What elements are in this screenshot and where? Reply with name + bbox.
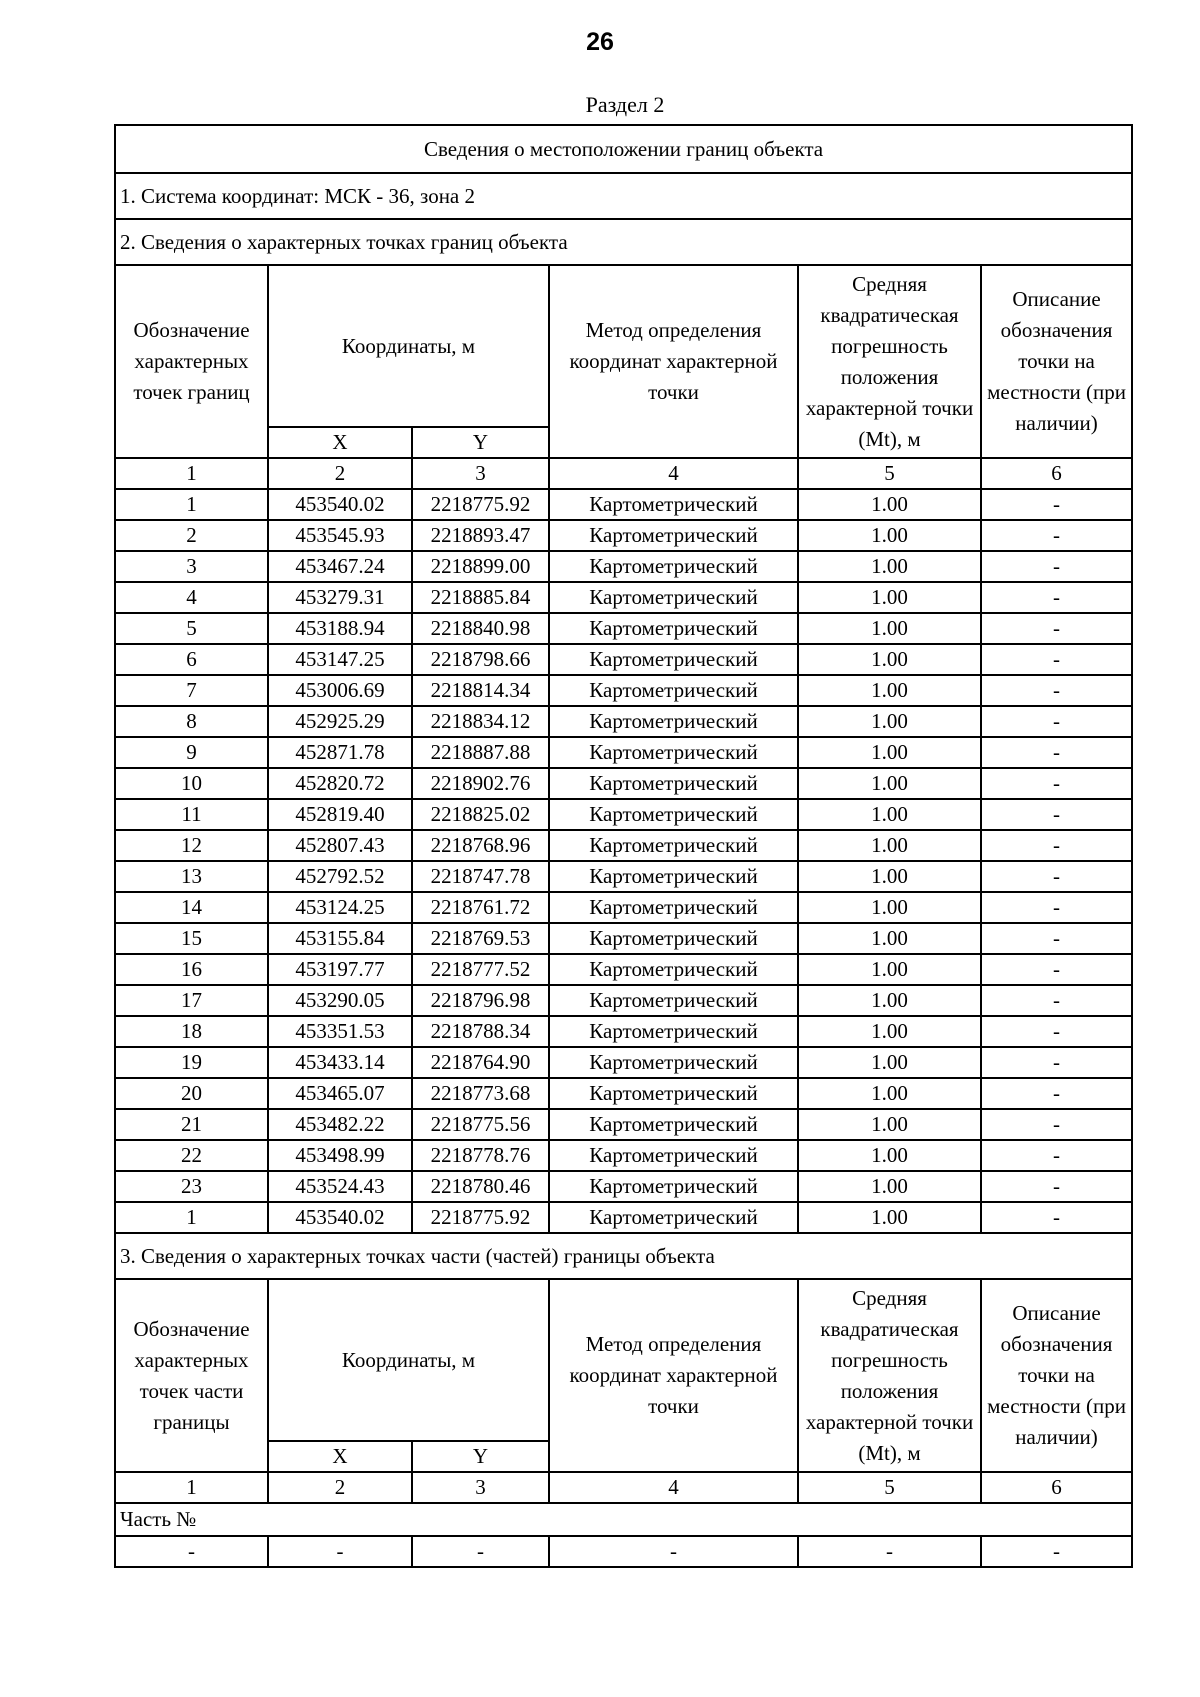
block2-title: 2. Сведения о характерных точках границ объекта	[115, 219, 1132, 265]
point-number: 5	[115, 613, 268, 644]
coord-x: 453465.07	[268, 1078, 412, 1109]
header-error: Средняя квадратическая погрешность положения характерной точки (Mt), м	[798, 265, 981, 458]
column-numbers-row-part	[115, 1472, 1132, 1503]
error-value: 1.00	[798, 923, 981, 954]
point-number: 16	[115, 954, 268, 985]
description-value: -	[981, 551, 1132, 582]
table-row	[115, 923, 1132, 954]
description-value: -	[981, 1016, 1132, 1047]
error-value: 1.00	[798, 1171, 981, 1202]
table-row	[115, 768, 1132, 799]
coord-x: 453540.02	[268, 489, 412, 520]
header-point-designation: Обозначение характерных точек границ	[115, 265, 268, 458]
method-value: Картометрический	[549, 1202, 798, 1233]
description-value: -	[981, 1171, 1132, 1202]
error-value: 1.00	[798, 706, 981, 737]
header-y-part: Y	[412, 1441, 549, 1472]
coordinate-system: 1. Система координат: МСК - 36, зона 2	[115, 173, 1132, 219]
method-value: Картометрический	[549, 923, 798, 954]
coord-y: 2218775.92	[412, 1202, 549, 1233]
error-value: 1.00	[798, 768, 981, 799]
coord-x: 453433.14	[268, 1047, 412, 1078]
header-error-part: Средняя квадратическая погрешность положения характерной точки (Mt), м	[798, 1279, 981, 1472]
description-value: -	[981, 520, 1132, 551]
description-value: -	[981, 737, 1132, 768]
coord-y: 2218840.98	[412, 613, 549, 644]
method-value: Картометрический	[549, 861, 798, 892]
method-value: Картометрический	[549, 489, 798, 520]
error-value: 1.00	[798, 582, 981, 613]
header-coordinates-part: Координаты, м	[268, 1279, 549, 1441]
coord-x: 453540.02	[268, 1202, 412, 1233]
table-title: Сведения о местоположении границ объекта	[115, 125, 1132, 173]
error-value: 1.00	[798, 954, 981, 985]
empty-cell: -	[412, 1536, 549, 1567]
coord-y: 2218775.56	[412, 1109, 549, 1140]
error-value: 1.00	[798, 1109, 981, 1140]
coord-x: 453006.69	[268, 675, 412, 706]
empty-cell: -	[981, 1536, 1132, 1567]
description-value: -	[981, 861, 1132, 892]
point-number: 15	[115, 923, 268, 954]
coord-x: 453351.53	[268, 1016, 412, 1047]
table-row	[115, 1171, 1132, 1202]
part-label: Часть №	[115, 1503, 1132, 1536]
table-row	[115, 551, 1132, 582]
coord-y: 2218761.72	[412, 892, 549, 923]
coord-y: 2218775.92	[412, 489, 549, 520]
method-value: Картометрический	[549, 613, 798, 644]
column-number: 4	[549, 1472, 798, 1503]
table-row	[115, 644, 1132, 675]
empty-cell: -	[798, 1536, 981, 1567]
error-value: 1.00	[798, 737, 981, 768]
table-row	[115, 613, 1132, 644]
table-row	[115, 1109, 1132, 1140]
description-value: -	[981, 1047, 1132, 1078]
point-number: 20	[115, 1078, 268, 1109]
coord-y: 2218796.98	[412, 985, 549, 1016]
column-number: 3	[412, 1472, 549, 1503]
point-number: 23	[115, 1171, 268, 1202]
coord-y: 2218885.84	[412, 582, 549, 613]
method-value: Картометрический	[549, 985, 798, 1016]
method-value: Картометрический	[549, 551, 798, 582]
error-value: 1.00	[798, 985, 981, 1016]
description-value: -	[981, 954, 1132, 985]
coord-x: 452807.43	[268, 830, 412, 861]
point-number: 13	[115, 861, 268, 892]
description-value: -	[981, 923, 1132, 954]
block3-title: 3. Сведения о характерных точках части (частей) границы объекта	[115, 1233, 1132, 1279]
coord-x: 453124.25	[268, 892, 412, 923]
table-row	[115, 675, 1132, 706]
coord-x: 453147.25	[268, 644, 412, 675]
column-number: 2	[268, 1472, 412, 1503]
column-number: 1	[115, 458, 268, 489]
error-value: 1.00	[798, 1140, 981, 1171]
coord-x: 453498.99	[268, 1140, 412, 1171]
coord-y: 2218893.47	[412, 520, 549, 551]
column-numbers-row	[115, 458, 1132, 489]
point-number: 11	[115, 799, 268, 830]
error-value: 1.00	[798, 520, 981, 551]
point-number: 4	[115, 582, 268, 613]
header-coordinates: Координаты, м	[268, 265, 549, 427]
header-x: X	[268, 427, 412, 458]
column-number: 3	[412, 458, 549, 489]
coord-x: 453482.22	[268, 1109, 412, 1140]
table-row	[115, 1047, 1132, 1078]
point-number: 2	[115, 520, 268, 551]
coord-x: 452820.72	[268, 768, 412, 799]
method-value: Картометрический	[549, 520, 798, 551]
table-row	[115, 985, 1132, 1016]
empty-cell: -	[115, 1536, 268, 1567]
table-row	[115, 706, 1132, 737]
section-label: Раздел 2	[585, 92, 665, 117]
method-value: Картометрический	[549, 1171, 798, 1202]
table-row	[115, 799, 1132, 830]
coord-y: 2218764.90	[412, 1047, 549, 1078]
method-value: Картометрический	[549, 675, 798, 706]
coord-x: 452792.52	[268, 861, 412, 892]
method-value: Картометрический	[549, 768, 798, 799]
coord-x: 453188.94	[268, 613, 412, 644]
table-row	[115, 1016, 1132, 1047]
coord-y: 2218834.12	[412, 706, 549, 737]
error-value: 1.00	[798, 644, 981, 675]
column-number: 2	[268, 458, 412, 489]
error-value: 1.00	[798, 613, 981, 644]
column-number: 5	[798, 1472, 981, 1503]
coord-x: 453545.93	[268, 520, 412, 551]
part-empty-row	[115, 1536, 1132, 1567]
error-value: 1.00	[798, 675, 981, 706]
point-number: 21	[115, 1109, 268, 1140]
column-number: 4	[549, 458, 798, 489]
description-value: -	[981, 985, 1132, 1016]
error-value: 1.00	[798, 1078, 981, 1109]
coord-x: 453524.43	[268, 1171, 412, 1202]
header-method: Метод определения координат характерной точки	[549, 265, 798, 458]
header-y: Y	[412, 427, 549, 458]
description-value: -	[981, 768, 1132, 799]
coord-y: 2218777.52	[412, 954, 549, 985]
point-number: 18	[115, 1016, 268, 1047]
method-value: Картометрический	[549, 892, 798, 923]
table-row	[115, 737, 1132, 768]
header-description: Описание обозначения точки на местности (при наличии)	[981, 265, 1132, 458]
header-x-part: X	[268, 1441, 412, 1472]
empty-cell: -	[549, 1536, 798, 1567]
coord-y: 2218778.76	[412, 1140, 549, 1171]
point-number: 7	[115, 675, 268, 706]
method-value: Картометрический	[549, 1109, 798, 1140]
coord-x: 452819.40	[268, 799, 412, 830]
coord-x: 452925.29	[268, 706, 412, 737]
description-value: -	[981, 892, 1132, 923]
header-part-point-designation: Обозначение характерных точек части границы	[115, 1279, 268, 1472]
column-number: 1	[115, 1472, 268, 1503]
description-value: -	[981, 1078, 1132, 1109]
point-number: 6	[115, 644, 268, 675]
error-value: 1.00	[798, 892, 981, 923]
table-row	[115, 582, 1132, 613]
method-value: Картометрический	[549, 799, 798, 830]
column-number: 6	[981, 458, 1132, 489]
description-value: -	[981, 613, 1132, 644]
table-row	[115, 861, 1132, 892]
coord-x: 453279.31	[268, 582, 412, 613]
method-value: Картометрический	[549, 954, 798, 985]
coord-y: 2218769.53	[412, 923, 549, 954]
point-number: 14	[115, 892, 268, 923]
point-number: 8	[115, 706, 268, 737]
table-row	[115, 830, 1132, 861]
table-row	[115, 1140, 1132, 1171]
column-number: 6	[981, 1472, 1132, 1503]
error-value: 1.00	[798, 861, 981, 892]
method-value: Картометрический	[549, 644, 798, 675]
description-value: -	[981, 1202, 1132, 1233]
error-value: 1.00	[798, 1047, 981, 1078]
coord-y: 2218899.00	[412, 551, 549, 582]
point-number: 19	[115, 1047, 268, 1078]
description-value: -	[981, 582, 1132, 613]
point-number: 10	[115, 768, 268, 799]
method-value: Картометрический	[549, 737, 798, 768]
boundary-table	[114, 124, 1133, 1568]
coord-y: 2218747.78	[412, 861, 549, 892]
method-value: Картометрический	[549, 1140, 798, 1171]
coord-y: 2218825.02	[412, 799, 549, 830]
point-number: 22	[115, 1140, 268, 1171]
coord-x: 452871.78	[268, 737, 412, 768]
coord-y: 2218902.76	[412, 768, 549, 799]
table-row	[115, 1202, 1132, 1233]
error-value: 1.00	[798, 551, 981, 582]
coord-x: 453197.77	[268, 954, 412, 985]
table-row	[115, 489, 1132, 520]
error-value: 1.00	[798, 1202, 981, 1233]
description-value: -	[981, 675, 1132, 706]
coord-y: 2218798.66	[412, 644, 549, 675]
column-number: 5	[798, 458, 981, 489]
point-number: 1	[115, 1202, 268, 1233]
method-value: Картометрический	[549, 1078, 798, 1109]
description-value: -	[981, 799, 1132, 830]
header-description-part: Описание обозначения точки на местности (при наличии)	[981, 1279, 1132, 1472]
method-value: Картометрический	[549, 1016, 798, 1047]
coord-x: 453467.24	[268, 551, 412, 582]
method-value: Картометрический	[549, 582, 798, 613]
coord-x: 453290.05	[268, 985, 412, 1016]
error-value: 1.00	[798, 489, 981, 520]
description-value: -	[981, 1109, 1132, 1140]
coord-y: 2218788.34	[412, 1016, 549, 1047]
table-row	[115, 1078, 1132, 1109]
description-value: -	[981, 1140, 1132, 1171]
header-method-part: Метод определения координат характерной точки	[549, 1279, 798, 1472]
point-number: 3	[115, 551, 268, 582]
table-row	[115, 892, 1132, 923]
table-row	[115, 520, 1132, 551]
point-number: 9	[115, 737, 268, 768]
coord-x: 453155.84	[268, 923, 412, 954]
table-row	[115, 954, 1132, 985]
method-value: Картометрический	[549, 1047, 798, 1078]
error-value: 1.00	[798, 830, 981, 861]
coord-y: 2218768.96	[412, 830, 549, 861]
method-value: Картометрический	[549, 830, 798, 861]
coord-y: 2218814.34	[412, 675, 549, 706]
empty-cell: -	[268, 1536, 412, 1567]
coord-y: 2218887.88	[412, 737, 549, 768]
description-value: -	[981, 830, 1132, 861]
coord-y: 2218773.68	[412, 1078, 549, 1109]
point-number: 1	[115, 489, 268, 520]
page-number: 26	[586, 28, 614, 56]
coord-y: 2218780.46	[412, 1171, 549, 1202]
point-number: 17	[115, 985, 268, 1016]
method-value: Картометрический	[549, 706, 798, 737]
description-value: -	[981, 489, 1132, 520]
description-value: -	[981, 644, 1132, 675]
error-value: 1.00	[798, 1016, 981, 1047]
point-number: 12	[115, 830, 268, 861]
error-value: 1.00	[798, 799, 981, 830]
description-value: -	[981, 706, 1132, 737]
